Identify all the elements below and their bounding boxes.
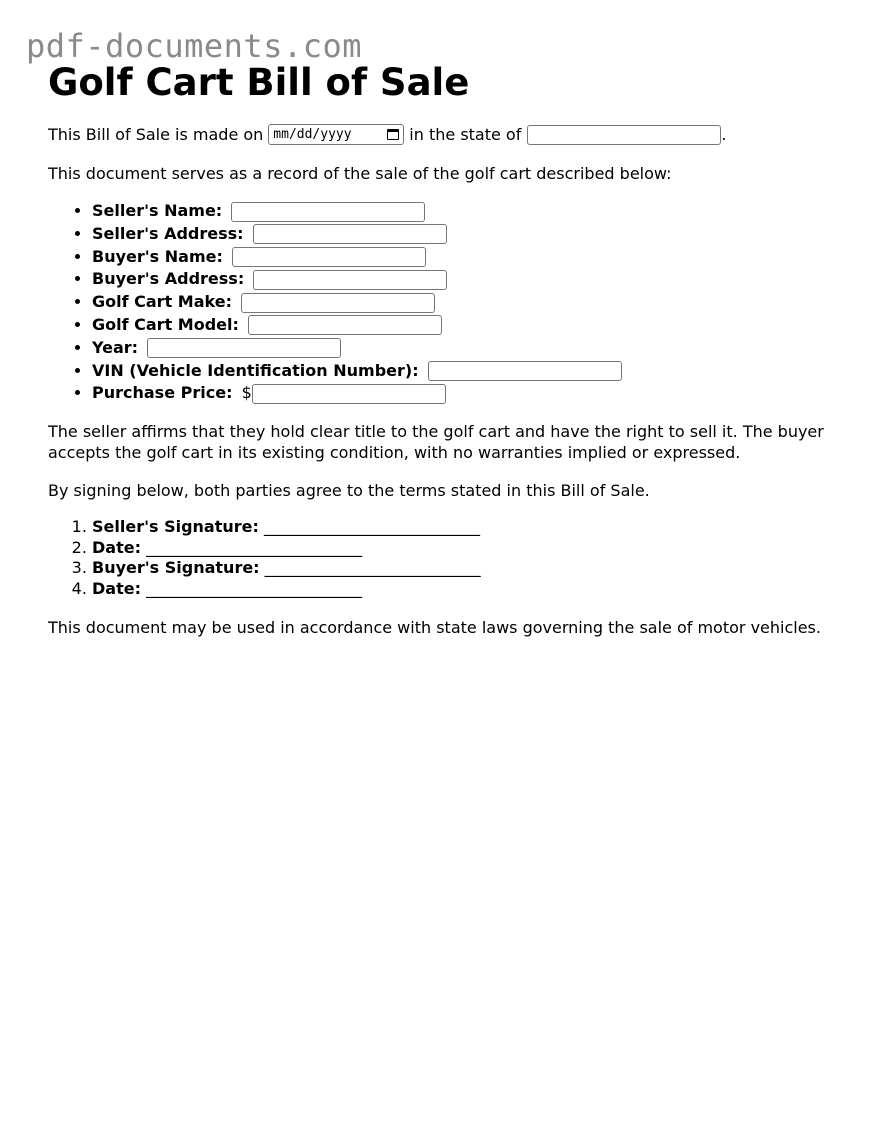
document-body [48, 60, 848, 638]
intro-paragraph [48, 124, 848, 145]
agreement-paragraph: By signing below, both parties agree to the terms stated in this Bill of Sale. [48, 481, 650, 501]
affirmation-paragraph: The seller affirms that they hold clear title to the golf cart and have the right to sell it. The buyer accepts the golf cart in its existing condition, with no warranties implied or expressed. [48, 422, 824, 463]
cart-details-list [48, 200, 848, 405]
signature-label: Seller's Signature: [92, 517, 259, 537]
field-label: Seller's Address: [92, 223, 244, 243]
buyer-name-input[interactable] [232, 247, 426, 267]
list-item [92, 337, 848, 360]
list-item [92, 360, 848, 383]
field-label: Golf Cart Model: [92, 314, 239, 334]
currency-symbol: $ [241, 383, 252, 403]
list-item [92, 200, 848, 223]
sale-date-input[interactable] [268, 124, 404, 145]
list-item [92, 223, 848, 246]
signature-line: ___________________________ [264, 517, 480, 537]
field-label: Purchase Price: [92, 383, 233, 403]
page-title: Golf Cart Bill of Sale [48, 61, 470, 104]
intro-prefix: This Bill of Sale is made on [48, 125, 264, 144]
date-placeholder: mm/dd/yyyy [273, 127, 352, 142]
field-label: Buyer's Address: [92, 269, 245, 289]
field-label: VIN (Vehicle Identification Number): [92, 360, 419, 380]
list-item [92, 291, 848, 314]
list-item [92, 382, 848, 405]
calendar-icon[interactable] [387, 129, 399, 140]
list-item [92, 538, 848, 559]
seller-address-input[interactable] [253, 224, 447, 244]
record-paragraph: This document serves as a record of the sale of the golf cart described below: [48, 164, 672, 183]
purchase-price-input[interactable] [252, 384, 446, 404]
seller-name-input[interactable] [231, 202, 425, 222]
list-item [92, 579, 848, 600]
list-item [92, 268, 848, 291]
intro-suffix: . [721, 125, 727, 144]
field-label: Seller's Name: [92, 201, 223, 220]
footer-paragraph: This document may be used in accordance with state laws governing the sale of motor vehicles. [48, 617, 821, 637]
field-label: Golf Cart Make: [92, 292, 232, 312]
vin-input[interactable] [428, 361, 622, 381]
intro-middle: in the state of [409, 125, 522, 144]
signature-line: ___________________________ [264, 558, 481, 578]
year-input[interactable] [147, 338, 341, 358]
list-item [92, 517, 848, 538]
field-label: Year: [92, 337, 139, 357]
list-item [92, 246, 848, 269]
signature-label: Date: [92, 578, 141, 598]
state-input[interactable] [527, 125, 721, 145]
signature-label: Buyer's Signature: [92, 558, 260, 578]
buyer-address-input[interactable] [253, 270, 447, 290]
signature-line: ___________________________ [146, 578, 363, 598]
field-label: Buyer's Name: [92, 246, 223, 266]
golf-cart-model-input[interactable] [248, 315, 442, 335]
signature-label: Date: [92, 537, 141, 557]
list-item [92, 558, 848, 579]
golf-cart-make-input[interactable] [241, 293, 435, 313]
signature-list [48, 517, 848, 599]
list-item [92, 314, 848, 337]
signature-line: ___________________________ [146, 537, 363, 557]
watermark-text: pdf-documents.com [26, 27, 363, 65]
